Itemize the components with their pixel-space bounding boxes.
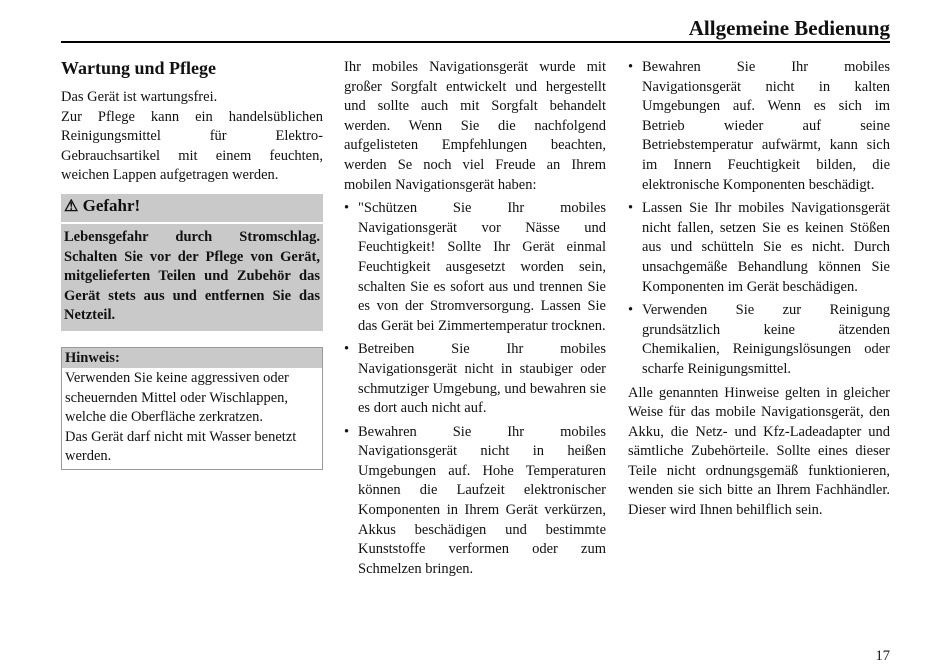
note-body [62,368,322,469]
list-item [344,199,606,336]
header-rule [61,41,890,43]
list-item-text: Lassen Sie Ihr mobiles Navigationsgerät nicht fallen, setzen Sie es keinen Stößen aus und schütteln Sie es nicht. Durch unsachgemäße Behandlung können Sie Komponenten im Gerät beschädigen. [642,200,890,295]
bullet-icon: • [628,302,634,319]
bullet-icon: • [344,423,350,440]
intro-paragraph: Das Gerät ist wartungsfrei. [61,89,218,105]
danger-box [61,194,323,331]
list-item [628,199,890,297]
bullet-icon: • [628,59,634,75]
list-item-text: Bewahren Sie Ihr mobiles Navigationsgerät nicht in kalten Umgebungen auf. Wenn es sich im Betrieb wieder auf seine Betriebstemperatur aufwärmt, kann sich im Innern Feuchtigkeit bilden, die elektronische Komponenten beschädigt. [642,59,890,193]
right-column [628,58,890,521]
list-item [344,423,606,580]
care-paragraph: Zur Pflege kann ein handelsüblichen Reinigungsmittel für Elektro-Gebrauchsartikel mit einem feuchten, weichen Lappen aufgetragen werden. [61,108,323,184]
section-heading: Wartung und Pflege [61,58,217,78]
list-item [344,340,606,418]
closing-paragraph: Alle genannten Hinweise gelten in gleicher Weise für das mobile Navigationsgerät, den Akku, die Netz- und Kfz-Ladeadapter und sämtliche Zubehörteile. Sollte eines dieser Teile nicht ordnungsgemäß funktionieren, wenden sie sich bitte an Ihrem Fachhändler. Dieser wird Ihnen behilflich sein. [628,384,890,519]
list-item-text: "Schützen Sie Ihr mobiles Navigationsgerät vor Nässe und Feuchtigkeit! Sollte Ihr Gerät einmal Feuchtigkeit ausgesetzt worden sein, schalten Sie es sofort aus und trennen Sie es von der Stromversorgung. Lassen Sie das Gerät bei Zimmertemperatur trocknen. [358,200,606,334]
middle-bullet-list [344,199,606,579]
danger-title: Gefahr! [82,195,141,215]
list-item [628,301,890,379]
page-header-title: Allgemeine Bedienung [688,16,890,40]
list-item-text: Bewahren Sie Ihr mobiles Navigationsgerät nicht in heißen Umgebungen auf. Hohe Temperaturen können die Laufzeit elektronischer Komponenten in Ihrem Gerät verkürzen, Akkus beschädigen und bestimmte Kunststoffe verformen oder zum Schmelzen bringen. [358,423,606,577]
left-column [61,58,323,470]
list-item [628,58,890,195]
bullet-icon: • [344,200,350,217]
note-line-2: Das Gerät darf nicht mit Wasser benetzt werden. [65,428,297,465]
note-box [61,347,323,470]
list-item-text: Verwenden Sie zur Reinigung grundsätzlich keine ätzenden Chemikalien, Reinigungslösungen oder scharfe Reinigungsmittel. [642,302,890,377]
middle-intro: Ihr mobiles Navigationsgerät wurde mit großer Sorgfalt entwickelt und hergestellt und sollte auch mit Sorgfalt behandelt werden. Wenn Sie die nachfolgend aufgelisteten Empfehlungen beachten, werden Se noch viel Freude an Ihrem mobilen Navigationsgerät haben: [344,59,606,193]
page-number: 17 [875,648,890,664]
note-title: Hinweis: [62,348,322,368]
bullet-icon: • [344,341,350,358]
danger-text: Lebensgefahr durch Stromschlag. Schalten Sie vor der Pflege von Gerät, mitgelieferten Teilen und Zubehör das Gerät stets aus und entfernen Sie das Netzteil. [64,228,320,324]
right-bullet-list [628,58,890,380]
middle-column [344,58,606,583]
bullet-icon: • [628,200,634,217]
warning-triangle-icon: ⚠ [64,197,79,215]
note-line-1: Verwenden Sie keine aggressiven oder scheuernden Mittel oder Wischlappen, welche die Oberfläche zerkratzen. [65,369,289,426]
danger-header [61,194,323,224]
list-item-text: Betreiben Sie Ihr mobiles Navigationsgerät nicht in staubiger oder schmutziger Umgebung, und bewahren sie es dort auch nicht auf. [358,341,606,417]
